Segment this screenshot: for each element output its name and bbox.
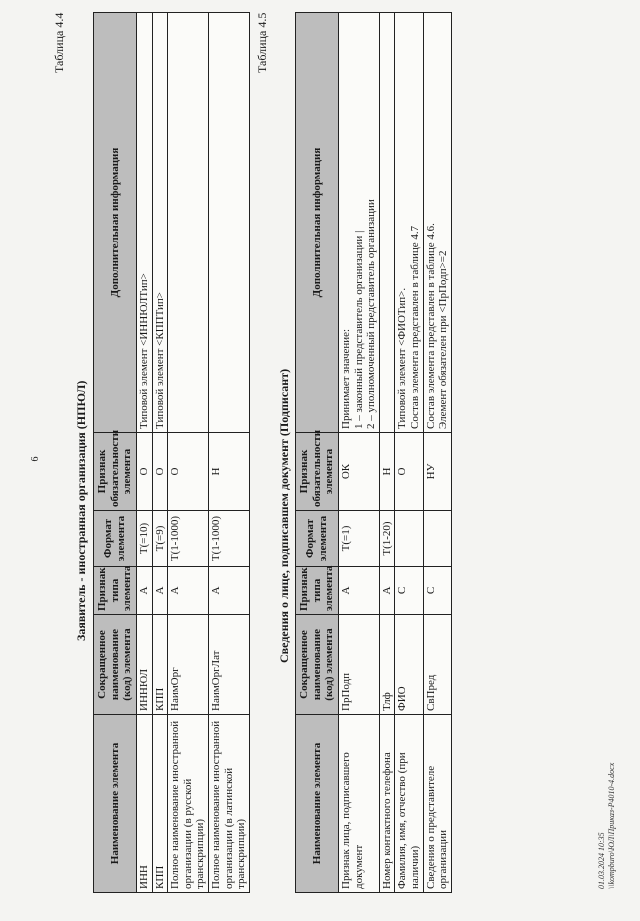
table-cell: [152, 567, 168, 615]
table-cell: [395, 567, 423, 615]
cell-line: 1 – законный представитель организации |: [352, 230, 365, 429]
table-cell: [209, 511, 250, 567]
cell-line: Типовой элемент <ИННЮЛТип>: [137, 273, 150, 429]
cell-line: С: [396, 586, 409, 595]
table-row: [395, 13, 423, 893]
cell-line: Тлф: [380, 692, 393, 711]
column-header: Дополнительная информация: [94, 13, 137, 433]
table2-caption: Сведения о лице, подписавшем документ (Подписант): [277, 368, 291, 663]
table-cell: [338, 433, 379, 511]
column-header: Наименование элемента: [94, 715, 137, 893]
column-header: Признак обязательности элемента: [296, 433, 339, 511]
cell-line: 2 – уполномоченный представитель организации: [365, 199, 378, 429]
cell-line: А: [380, 586, 393, 595]
cell-line: КПП: [153, 865, 166, 889]
table-cell: [338, 715, 379, 893]
cell-line: Н: [380, 467, 393, 476]
cell-line: Сведения о представителе организации: [424, 765, 450, 889]
table-cell: [338, 13, 379, 433]
table-cell: [423, 615, 451, 715]
table-cell: [136, 567, 152, 615]
table-row: [168, 13, 209, 893]
cell-line: T(1-1000): [169, 515, 182, 562]
column-header: Признак типа элемента: [94, 567, 137, 615]
table1-label: Таблица 4.4: [52, 12, 66, 73]
cell-line: НУ: [424, 463, 437, 480]
column-header: Формат элемента: [296, 511, 339, 567]
table-cell: [395, 433, 423, 511]
table-cell: [338, 511, 379, 567]
cell-line: А: [210, 586, 223, 595]
cell-line: НаимОрг: [169, 667, 182, 711]
cell-line: Типовой элемент <КППТип>: [153, 291, 166, 429]
table-row: [136, 13, 152, 893]
column-header: Дополнительная информация: [296, 13, 339, 433]
table-cell: [395, 715, 423, 893]
cell-line: Номер контактного телефона: [380, 752, 393, 889]
table-cell: [136, 715, 152, 893]
table1: [93, 12, 250, 893]
table-cell: [168, 511, 209, 567]
cell-line: О: [153, 467, 166, 476]
table-cell: [423, 715, 451, 893]
cell-line: T(=10): [137, 522, 150, 555]
table-cell: [152, 13, 168, 433]
cell-line: А: [153, 586, 166, 595]
cell-line: ИНН: [137, 865, 150, 889]
table-row: [338, 13, 379, 893]
table-cell: [395, 13, 423, 433]
table-cell: [423, 433, 451, 511]
table-cell: [136, 13, 152, 433]
table-cell: [209, 13, 250, 433]
table-cell: [395, 511, 423, 567]
cell-line: О: [137, 467, 150, 476]
cell-line: Полное наименование иностранной организации (в русской транскрипции): [169, 720, 207, 889]
table-cell: [209, 615, 250, 715]
cell-line: О: [396, 467, 409, 476]
table-cell: [395, 615, 423, 715]
table-cell: [136, 511, 152, 567]
cell-line: Типовой элемент <ФИОТип>.: [396, 287, 409, 429]
cell-line: T(1-1000): [210, 515, 223, 562]
cell-line: Состав элемента представлен в таблице 4.6.: [424, 223, 437, 429]
cell-line: Фамилия, имя, отчество (при наличии): [396, 752, 422, 889]
table-cell: [423, 567, 451, 615]
cell-line: T(=1): [339, 525, 352, 552]
table-cell: [168, 13, 209, 433]
table-cell: [379, 615, 395, 715]
column-header: Формат элемента: [94, 511, 137, 567]
table-cell: [152, 511, 168, 567]
cell-line: ИННЮЛ: [137, 668, 150, 711]
column-header: Признак обязательности элемента: [94, 433, 137, 511]
table1-caption: Заявитель - иностранная организация (НПЮЛ): [74, 380, 88, 641]
table-row: [209, 13, 250, 893]
table-cell: [209, 567, 250, 615]
column-header: Сокращенное наименование (код) элемента: [94, 615, 137, 715]
table-cell: [152, 715, 168, 893]
cell-line: КПП: [153, 687, 166, 711]
cell-line: T(1-20): [380, 521, 393, 556]
cell-line: ОК: [339, 463, 352, 480]
cell-line: А: [169, 586, 182, 595]
table-row: [379, 13, 395, 893]
table-cell: [338, 567, 379, 615]
cell-line: Состав элемента представлен в таблице 4.7: [409, 225, 422, 429]
cell-line: T(=9): [153, 525, 166, 552]
cell-line: А: [339, 586, 352, 595]
table-cell: [136, 615, 152, 715]
table-cell: [379, 511, 395, 567]
table2-label: Таблица 4.5: [255, 12, 269, 73]
page-number: 6: [30, 456, 41, 462]
table-cell: [338, 615, 379, 715]
table2-body: [338, 13, 451, 893]
cell-line: ФИО: [396, 686, 409, 711]
table-cell: [136, 433, 152, 511]
cell-line: С: [424, 586, 437, 595]
table-row: [152, 13, 168, 893]
table-cell: [152, 433, 168, 511]
footer-timestamp: 01.03.2024 10:35: [597, 832, 606, 889]
cell-line: О: [169, 467, 182, 476]
table2: [295, 12, 452, 893]
table-cell: [423, 511, 451, 567]
cell-line: А: [137, 586, 150, 595]
cell-line: НаимОргЛат: [210, 650, 223, 711]
column-header: Сокращенное наименование (код) элемента: [296, 615, 339, 715]
table-cell: [168, 567, 209, 615]
table-row: [423, 13, 451, 893]
table-cell: [209, 715, 250, 893]
table-cell: [168, 715, 209, 893]
cell-line: Принимает значение:: [339, 328, 352, 429]
table2-header-row: [296, 13, 339, 893]
column-header: Признак типа элемента: [296, 567, 339, 615]
table1-body: [136, 13, 249, 893]
cell-line: Элемент обязателен при <ПрПодп>=2: [437, 250, 450, 429]
table-cell: [379, 715, 395, 893]
table-cell: [379, 433, 395, 511]
cell-line: СвПред: [424, 674, 437, 711]
cell-line: Полное наименование иностранной организации (в латинской транскрипции): [210, 720, 248, 889]
table-cell: [379, 567, 395, 615]
file-footer: [597, 763, 618, 889]
cell-line: Признак лица, подписавшего документ: [339, 752, 365, 889]
table-cell: [152, 615, 168, 715]
cell-line: Н: [210, 467, 223, 476]
table-cell: [168, 433, 209, 511]
table-cell: [379, 13, 395, 433]
table-cell: [209, 433, 250, 511]
column-header: Наименование элемента: [296, 715, 339, 893]
cell-line: ПрПодп: [339, 672, 352, 711]
footer-path: \\kompburo\ЮЛ\Приказ-Р4010-4.docx: [607, 762, 617, 889]
table1-header-row: [94, 13, 137, 893]
table-cell: [423, 13, 451, 433]
table-cell: [168, 615, 209, 715]
